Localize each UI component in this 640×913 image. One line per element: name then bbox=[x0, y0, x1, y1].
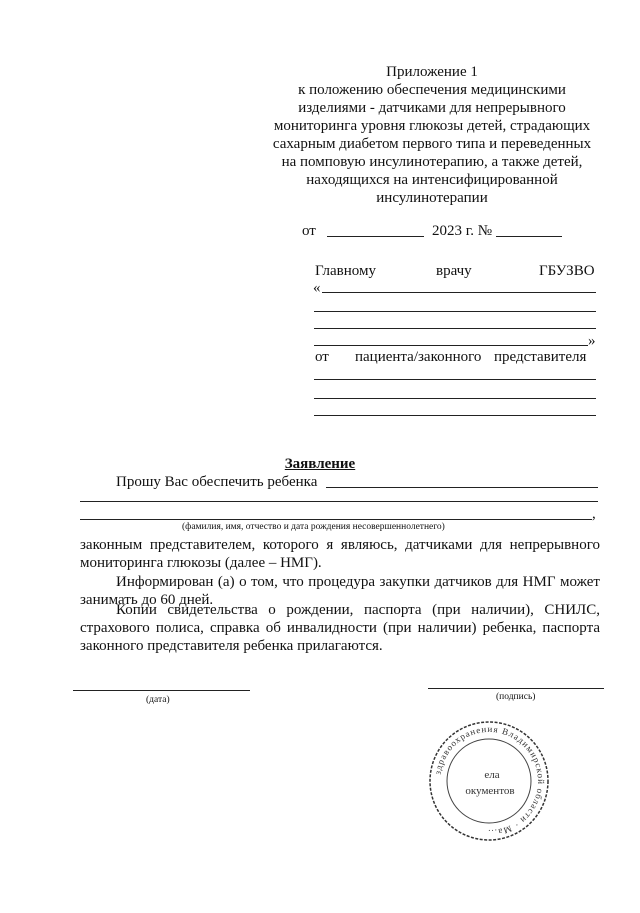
date-year: 2023 г. № bbox=[432, 223, 493, 239]
number-blank[interactable] bbox=[496, 236, 562, 237]
addressee-word: Главному bbox=[315, 263, 377, 279]
statement-title: Заявление bbox=[284, 456, 356, 472]
institution-line[interactable] bbox=[314, 311, 596, 312]
from-word: представителя bbox=[494, 349, 587, 365]
child-line[interactable] bbox=[80, 501, 598, 502]
from-word: пациента/законного bbox=[355, 349, 482, 365]
child-line[interactable] bbox=[326, 487, 598, 488]
child-line[interactable] bbox=[80, 519, 592, 520]
from-word: от bbox=[315, 349, 329, 365]
quote-open: « bbox=[313, 280, 321, 296]
comma: , bbox=[592, 506, 596, 522]
quote-close: » bbox=[588, 333, 596, 349]
header-line: инсулинотерапии bbox=[376, 190, 488, 206]
paragraph: Информирован (а) о том, что процедура закупки датчиков для НМГ может занимать до 60 дней. bbox=[80, 574, 600, 608]
header-line: к положению обеспечения медицинскими bbox=[298, 82, 566, 98]
date-blank[interactable] bbox=[327, 236, 424, 237]
addressee-word: врачу bbox=[436, 263, 472, 279]
applicant-line[interactable] bbox=[314, 415, 596, 416]
institution-line[interactable] bbox=[314, 345, 588, 346]
official-stamp-icon bbox=[428, 720, 550, 842]
child-field-hint: (фамилия, имя, отчество и дата рождения несовершеннолетнего) bbox=[182, 522, 445, 532]
header-line: сахарным диабетом первого типа и переведенных bbox=[272, 136, 592, 152]
svg-text:окументов: окументов bbox=[465, 785, 515, 797]
applicant-line[interactable] bbox=[314, 398, 596, 399]
signature-line[interactable] bbox=[428, 688, 604, 689]
header-line: Приложение 1 bbox=[386, 64, 478, 80]
addressee-word: ГБУЗВО bbox=[539, 263, 595, 279]
header-line: изделиями - датчиками для непрерывного bbox=[298, 100, 566, 116]
paragraph: законным представителем, которого я являюсь, датчиками для непрерывного мониторинга глюкозы (далее – НМГ). bbox=[80, 537, 600, 571]
header-line: на помповую инсулинотерапию, а также детей, bbox=[281, 154, 583, 170]
request-text: Прошу Вас обеспечить ребенка bbox=[116, 474, 318, 490]
svg-text:здравоохранения Владимирской о: здравоохранения Владимирской области · Ма... bbox=[432, 723, 547, 839]
applicant-line[interactable] bbox=[314, 379, 596, 380]
header-line: мониторинга уровня глюкозы детей, страдающих bbox=[273, 118, 591, 134]
header-line: находящихся на интенсифицированной bbox=[306, 172, 558, 188]
date-signature-line[interactable] bbox=[73, 690, 250, 691]
paragraph: Копии свидетельства о рождении, паспорта (при наличии), СНИЛС, страхового полиса, справка об инвалидности (при наличии) ребенка, паспорта законного представителя ребенка прилагаются. bbox=[80, 602, 600, 654]
svg-text:ела: ела bbox=[484, 769, 500, 781]
date-prefix: от bbox=[302, 223, 316, 239]
institution-line[interactable] bbox=[314, 328, 596, 329]
date-label: (дата) bbox=[146, 695, 170, 705]
signature-label: (подпись) bbox=[496, 692, 536, 702]
institution-line[interactable] bbox=[322, 292, 596, 293]
